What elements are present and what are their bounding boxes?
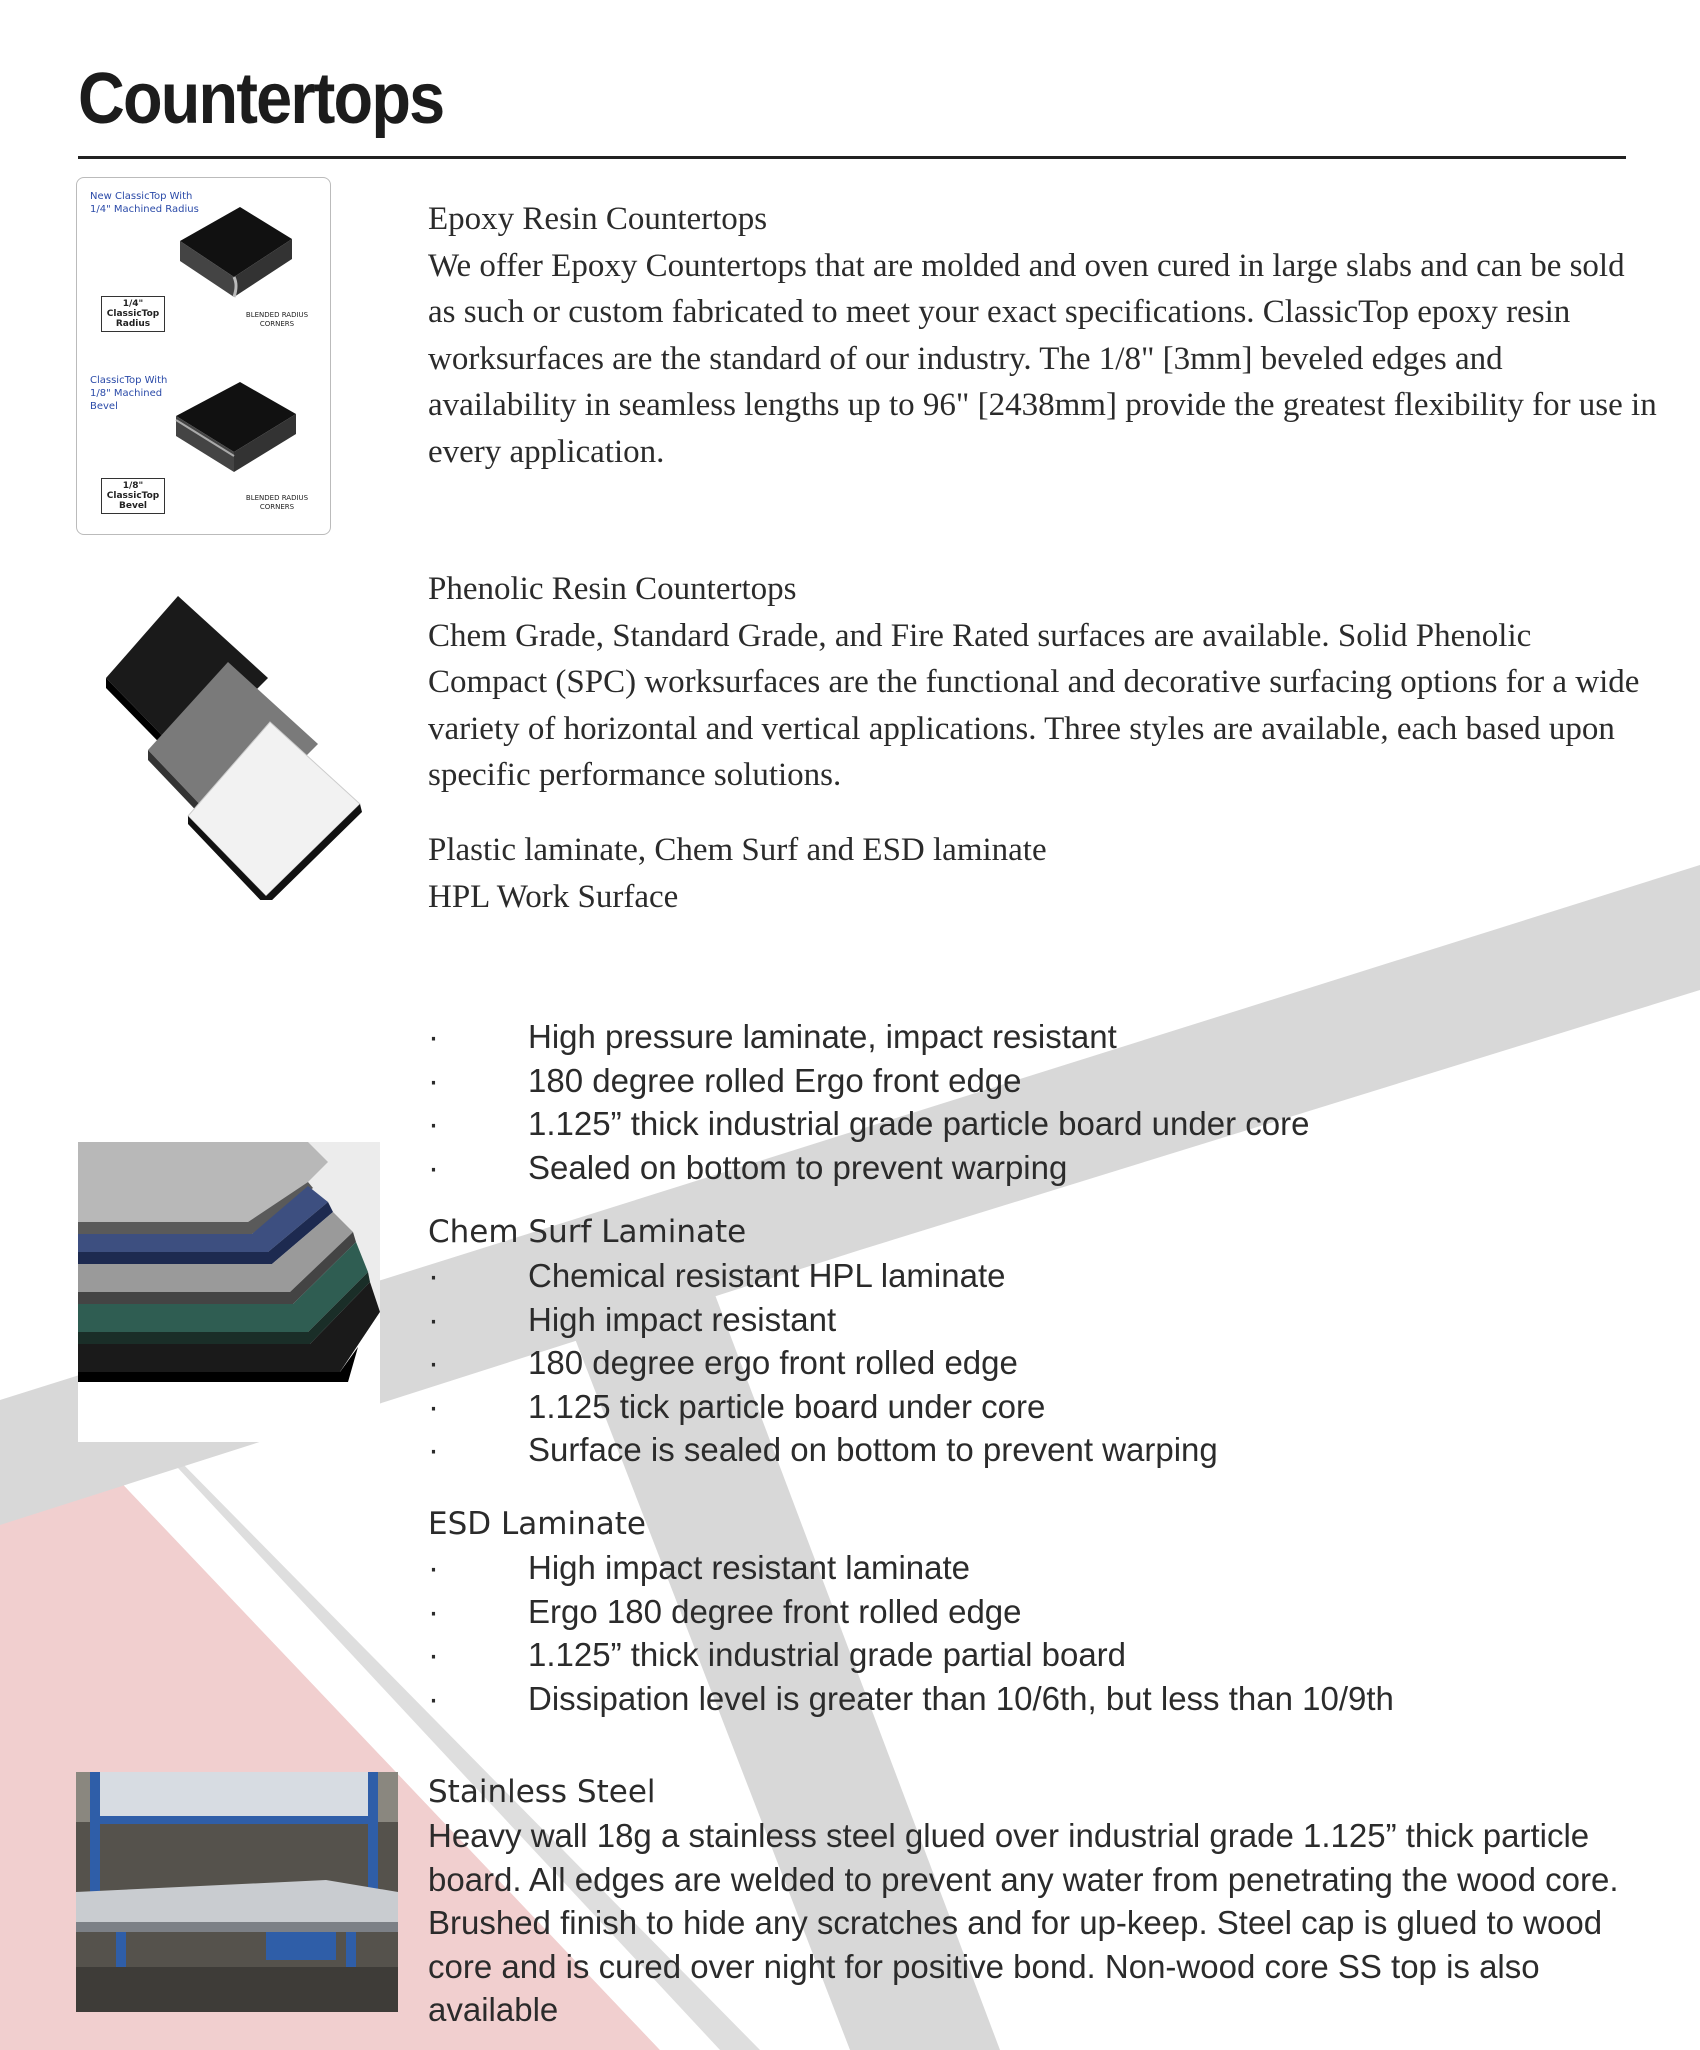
chem-surf-heading: Chem Surf Laminate xyxy=(428,1214,747,1250)
list-item: · Chemical resistant HPL laminate xyxy=(428,1254,1218,1298)
list-item: · High impact resistant laminate xyxy=(428,1546,1394,1590)
phenolic-heading: Phenolic Resin Countertops xyxy=(428,571,797,607)
stainless-heading: Stainless Steel xyxy=(428,1774,656,1810)
phenolic-body: Chem Grade, Standard Grade, and Fire Rated surfaces are available. Solid Phenolic Compact (SPC) worksurfaces are the functional and decorative surfacing options for a wide variety of horizontal and vertical applications. Three styles are available, each based upon specific performance solutions. xyxy=(428,617,1640,793)
radius-slab-icon xyxy=(162,203,322,303)
hpl-bullet-list xyxy=(428,1015,1309,1189)
phenolic-slabs-image xyxy=(100,590,370,900)
esd-bullet-list xyxy=(428,1546,1394,1720)
radius-corner-label: BLENDED RADIUS CORNERS xyxy=(245,311,309,328)
list-item: · Sealed on bottom to prevent warping xyxy=(428,1146,1309,1190)
bevel-caption: ClassicTop With 1/8" Machined Bevel xyxy=(90,375,168,412)
chem-surf-bullet-list xyxy=(428,1254,1218,1472)
list-item: · 180 degree rolled Ergo front edge xyxy=(428,1059,1309,1103)
laminate-stack-image xyxy=(78,1142,380,1442)
list-item: · Dissipation level is greater than 10/6th, but less than 10/9th xyxy=(428,1677,1394,1721)
page-title: Countertops xyxy=(78,59,444,139)
laminate-stack-drawing xyxy=(78,1142,380,1442)
list-item: · High impact resistant xyxy=(428,1298,1218,1342)
list-item: · Ergo 180 degree front rolled edge xyxy=(428,1590,1394,1634)
list-item: · 1.125” thick industrial grade partial board xyxy=(428,1633,1394,1677)
bevel-slab-icon xyxy=(162,378,322,478)
list-item: · Surface is sealed on bottom to prevent warping xyxy=(428,1428,1218,1472)
stainless-bench-drawing xyxy=(76,1772,398,2012)
radius-tag: 1/4" ClassicTop Radius xyxy=(101,296,165,332)
chem-surf-section xyxy=(428,1210,1218,1472)
stainless-bench-photo xyxy=(76,1772,398,2012)
laminate-line-1: Plastic laminate, Chem Surf and ESD laminate xyxy=(428,832,1047,868)
epoxy-section xyxy=(428,196,1658,475)
title-rule xyxy=(78,156,1626,159)
epoxy-body: We offer Epoxy Countertops that are molded and oven cured in large slabs and can be sold as such or custom fabricated to meet your exact specifications. ClassicTop epoxy resin worksurfaces are the standard of our industry. The 1/8" [3mm] beveled edges and availability in seamless lengths up to 96" [2438mm] provide the greatest flexibility for use in every application. xyxy=(428,247,1657,470)
bevel-tag: 1/8" ClassicTop Bevel xyxy=(101,478,165,514)
radius-caption: New ClassicTop With 1/4" Machined Radius xyxy=(90,191,199,215)
list-item: · 1.125 tick particle board under core xyxy=(428,1385,1218,1429)
epoxy-edge-diagram xyxy=(76,177,331,535)
list-item: · High pressure laminate, impact resistant xyxy=(428,1015,1309,1059)
list-item: · 1.125” thick industrial grade particle board under core xyxy=(428,1102,1309,1146)
stainless-section xyxy=(428,1770,1678,2032)
phenolic-section xyxy=(428,566,1658,799)
list-item: · 180 degree ergo front rolled edge xyxy=(428,1341,1218,1385)
laminate-intro xyxy=(428,827,1658,920)
bevel-corner-label: BLENDED RADIUS CORNERS xyxy=(245,494,309,511)
esd-heading: ESD Laminate xyxy=(428,1506,646,1542)
epoxy-heading: Epoxy Resin Countertops xyxy=(428,201,768,237)
stainless-body: Heavy wall 18g a stainless steel glued over industrial grade 1.125” thick particle board. All edges are welded to prevent any water from penetrating the wood core. Brushed finish to hide any scratches and for up-keep. Steel cap is glued to wood core and is cured over night for positive bond. Non-wood core SS top is also available xyxy=(428,1817,1619,2028)
hpl-section xyxy=(428,1015,1309,1189)
esd-section xyxy=(428,1502,1394,1720)
laminate-line-2: HPL Work Surface xyxy=(428,878,679,915)
